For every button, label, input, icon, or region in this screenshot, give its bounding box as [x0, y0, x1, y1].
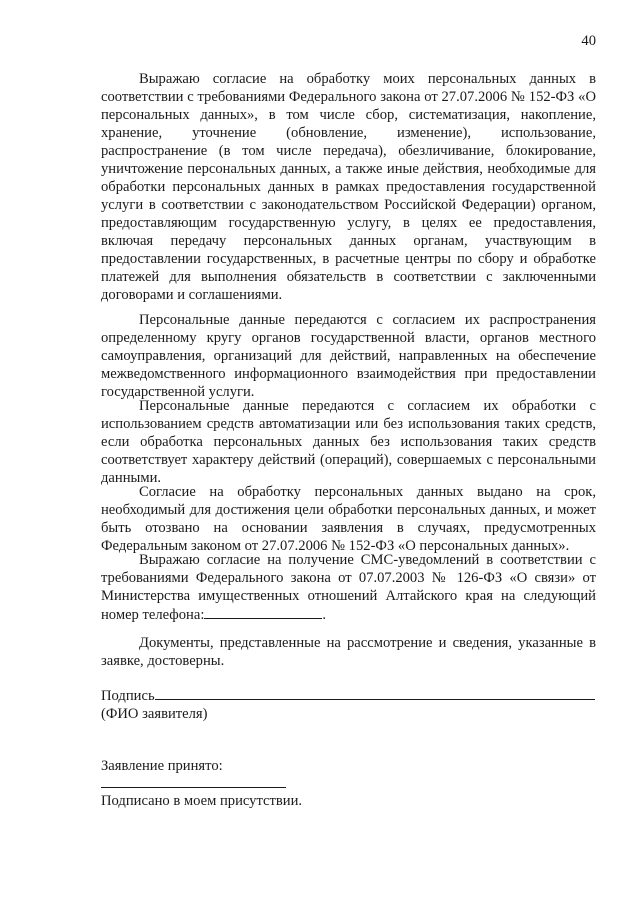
accepted-signature-field[interactable] [101, 787, 286, 788]
paragraph-text: Документы, представленные на рассмотрение и сведения, указанные в заявке, достоверны. [101, 635, 596, 669]
application-accepted-label: Заявление принято: [101, 758, 223, 774]
transfer-distribution-paragraph [101, 311, 596, 401]
signature-label: Подпись [101, 688, 155, 704]
paragraph-text: Согласие на обработку персональных данных выдано на срок, необходимый для достижения цели обработки персональных данных, и может быть отозвано на основании заявления в случаях, предусмотренных Федеральным законом от 27.07.2006 № 152-ФЗ «О персональных данных». [101, 484, 596, 554]
paragraph-end: . [322, 607, 327, 623]
sms-consent-paragraph [101, 551, 596, 624]
paragraph-text: Выражаю согласие на обработку моих персональных данных в соответствии с требованиями Федерального закона от 27.07.2006 № 152-ФЗ «О персональных данных», в том числе сбор, систематизация, накопление, хранение, уточнение (обновление, изменение), использование, распространение (в том числе передача), обезличивание, блокирование, уничтожение персональных данных, а также иные действия, необходимые для обработки персональных данных в рамках предоставления государственной услуги в соответствии с законодательством Российской Федерации) органом, предоставляющим государственную услугу, в целях ее предоставления, включая передачу персональных данных органам, участвующим в предоставлении государственных, в расчетные центры по сбору и обработке платежей для выполнения обязательств в соответствии с заключенными договорами и соглашениями. [101, 71, 596, 303]
paragraph-text: Персональные данные передаются с согласием их обработки с использованием средств автоматизации или без использования таких средств, если обработка персональных данных без использования таких средств соответствует характеру действий (операций), совершаемых с персональными данными. [101, 398, 596, 486]
transfer-automation-paragraph [101, 397, 596, 487]
phone-number-field[interactable] [204, 605, 322, 619]
consent-processing-paragraph [101, 70, 596, 304]
paragraph-text: Персональные данные передаются с согласием их распространения определенному кругу органов государственной власти, органов местного самоуправления, организаций для действий, направленных на обеспечение межведомственного информационного взаимодействия при предоставлении государственной услуги. [101, 312, 596, 400]
page-number: 40 [581, 33, 596, 49]
signed-in-presence-label: Подписано в моем присутствии. [101, 793, 303, 809]
signature-row [101, 686, 596, 705]
documents-valid-paragraph [101, 634, 596, 670]
paragraph-text: Выражаю согласие на получение СМС-уведомлений в соответствии с требованиями Федерального закона от 07.07.2003 № 126-ФЗ «О связи» от Министерства имущественных отношений Алтайского края на следующий номер телефона: [101, 552, 596, 623]
applicant-name-caption: (ФИО заявителя) [101, 706, 208, 722]
consent-term-paragraph [101, 483, 596, 555]
signature-field[interactable] [155, 686, 595, 700]
